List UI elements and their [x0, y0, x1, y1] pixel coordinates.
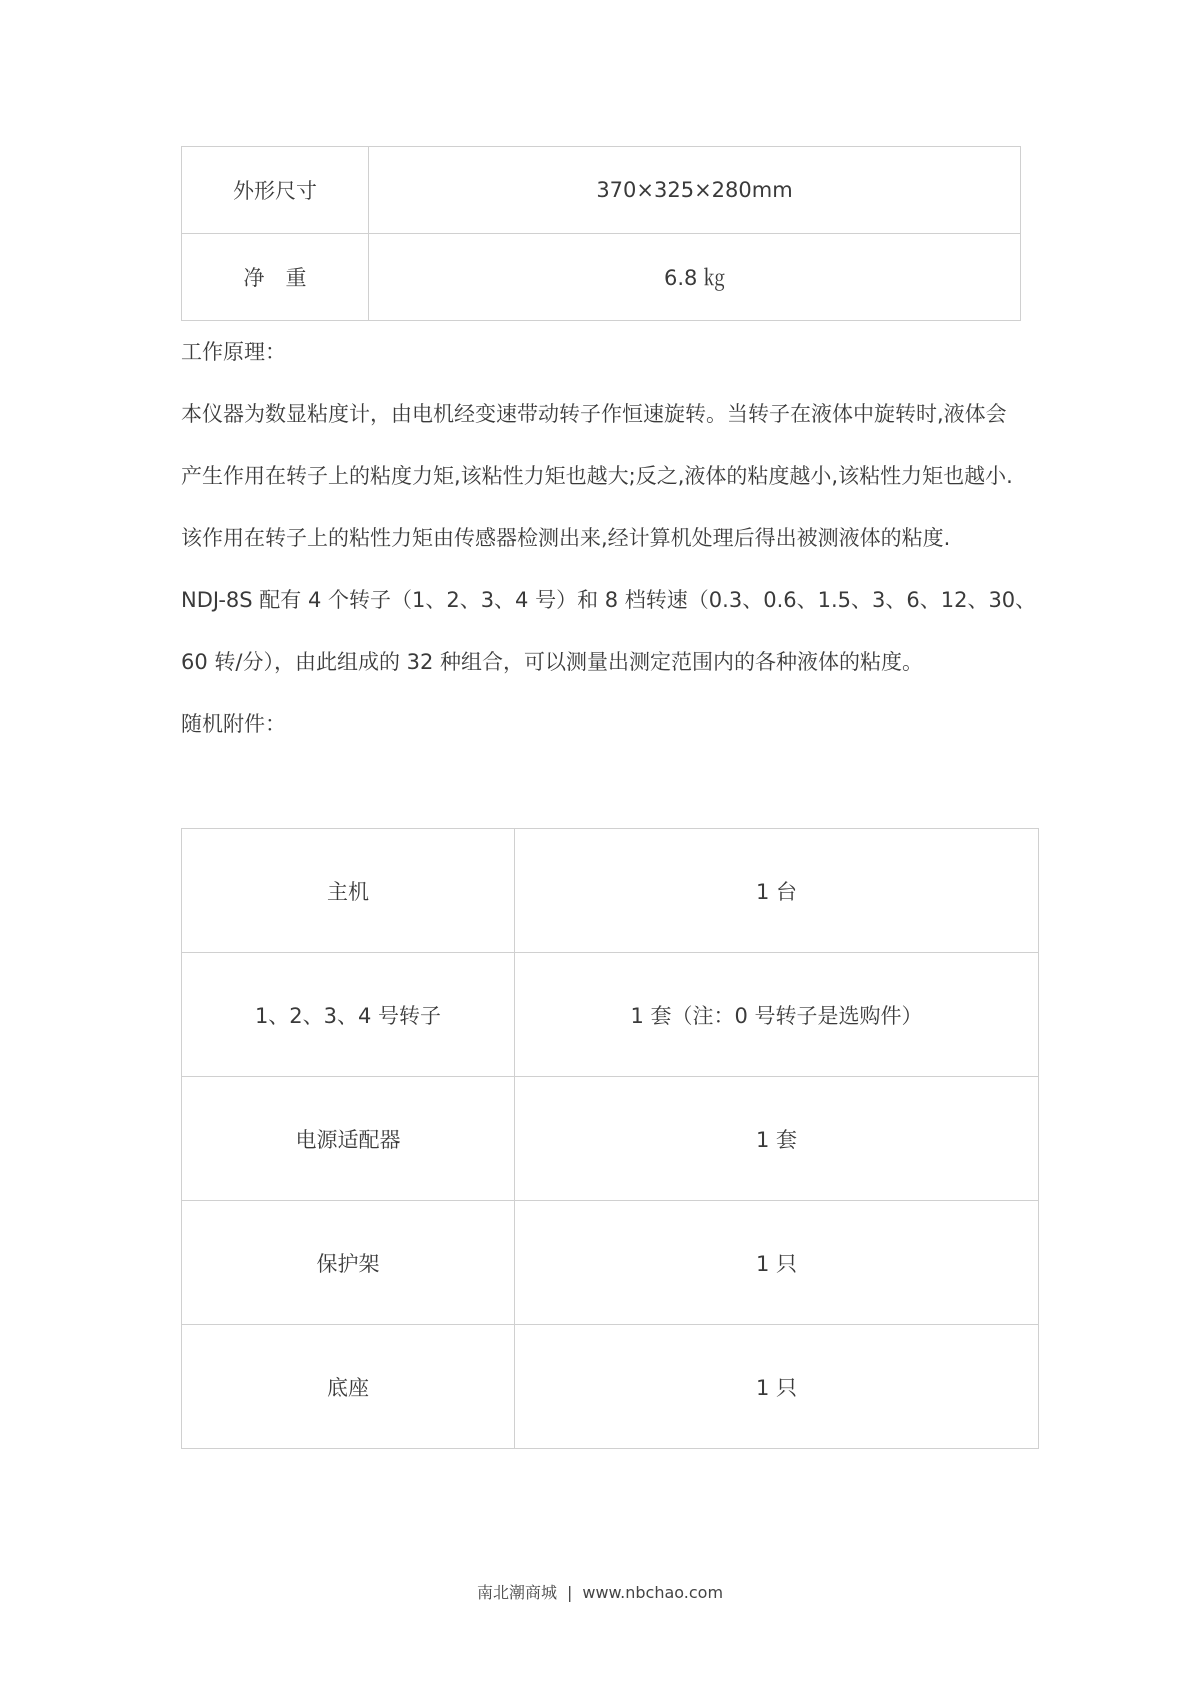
accessories-heading: 随机附件：: [181, 712, 286, 736]
table-row: [182, 953, 1039, 1077]
principle-heading: 工作原理：: [181, 340, 286, 364]
accessory-qty: 1 套: [515, 1077, 1039, 1201]
table-row: [182, 234, 1021, 321]
principle-line-2: 产生作用在转子上的粘度力矩,该粘性力矩也越大;反之,液体的粘度越小,该粘性力矩也越小.: [181, 464, 1013, 488]
accessory-item: 底座: [182, 1325, 515, 1449]
footer-separator: |: [566, 1583, 573, 1602]
table-row: [182, 1201, 1039, 1325]
accessory-qty: 1 只: [515, 1201, 1039, 1325]
spec-value-weight: 6.8 ㎏: [369, 234, 1021, 321]
principle-line-1: 本仪器为数显粘度计，由电机经变速带动转子作恒速旋转。当转子在液体中旋转时,液体会: [181, 402, 1007, 426]
spec-table: [181, 146, 1021, 321]
principle-line-4: NDJ-8S 配有 4 个转子（1、2、3、4 号）和 8 档转速（0.3、0.6、1.5、3、6、12、30、: [181, 588, 1037, 612]
table-row: [182, 1325, 1039, 1449]
accessories-table: [181, 828, 1039, 1449]
table-row: [182, 147, 1021, 234]
accessory-item: 保护架: [182, 1201, 515, 1325]
spec-value-dimensions: 370×325×280mm: [369, 147, 1021, 234]
accessory-qty: 1 台: [515, 829, 1039, 953]
accessory-item: 主机: [182, 829, 515, 953]
accessory-item: 1、2、3、4 号转子: [182, 953, 515, 1077]
spec-label-weight: 净 重: [182, 234, 369, 321]
page-footer: [0, 1581, 1200, 1605]
accessory-qty: 1 套（注：0 号转子是选购件）: [515, 953, 1039, 1077]
principle-line-3: 该作用在转子上的粘性力矩由传感器检测出来,经计算机处理后得出被测液体的粘度.: [181, 526, 951, 550]
principle-line-5: 60 转/分），由此组成的 32 种组合，可以测量出测定范围内的各种液体的粘度。: [181, 650, 924, 674]
table-row: [182, 1077, 1039, 1201]
footer-url-link[interactable]: www.nbchao.com: [582, 1583, 724, 1602]
spec-label-dimensions: 外形尺寸: [182, 147, 369, 234]
accessory-qty: 1 只: [515, 1325, 1039, 1449]
accessory-item: 电源适配器: [182, 1077, 515, 1201]
table-row: [182, 829, 1039, 953]
footer-brand: 南北潮商城: [476, 1583, 557, 1602]
